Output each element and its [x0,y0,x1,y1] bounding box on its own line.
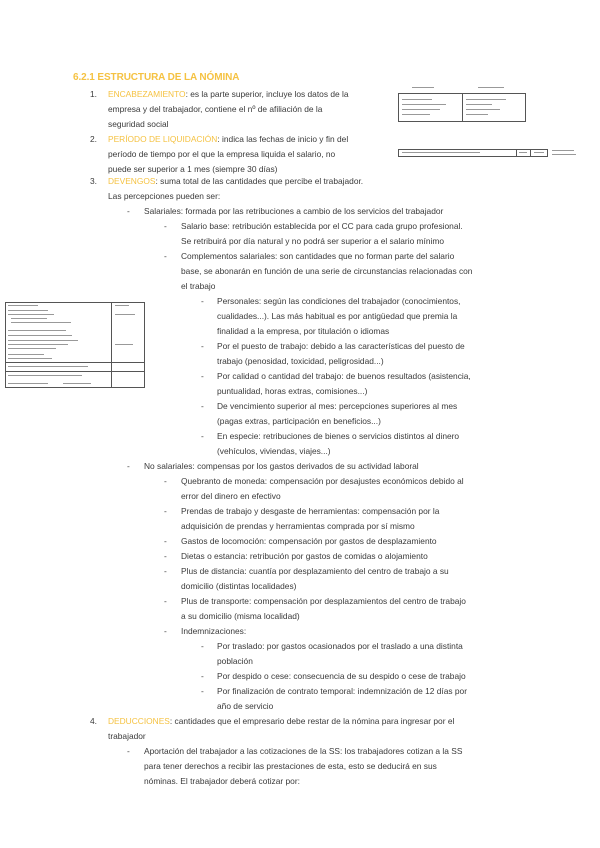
item-2-line-1: PERÍODO DE LIQUIDACIÓN: indica las fechas de inicio y fin del [108,134,349,144]
item-1-line-2: empresa y del trabajador, contiene el nº de afiliación de la [108,104,323,114]
traslado-line-1: Por traslado: por gastos ocasionados por el traslado a una distinta [217,641,463,651]
aportacion-line-2: para tener derechos a recibir las prestaciones de esta, esto se deducirá en sus [144,761,437,771]
bullet-dash: - [201,341,204,351]
term-deducciones: DEDUCCIONES [108,716,170,726]
complementos-line-2: base, se abonarán en función de una serie de circunstancias relacionadas con [181,266,473,276]
personales-line-1: Personales: según las condiciones del trabajador (conocimientos, [217,296,461,306]
aportacion-line-3: nóminas. El trabajador deberá cotizar por: [144,776,300,786]
distancia-line-1: Plus de distancia: cuantía por desplazamiento del centro de trabajo a su [181,566,449,576]
calidad-line-1: Por calidad o cantidad del trabajo: de buenos resultados (asistencia, [217,371,471,381]
bullet-dash: - [164,596,167,606]
item-number: 3. [90,176,97,186]
bullet-dash: - [201,431,204,441]
term-periodo: PERÍODO DE LIQUIDACIÓN [108,134,218,144]
vencimiento-line-2: (pagas extras, participación en beneficios...) [217,416,381,426]
item-3-line-2: Las percepciones pueden ser: [108,191,221,201]
payslip-header-thumbnail [398,85,526,123]
salariales-intro: Salariales: formada por las retribuciones a cambio de los servicios del trabajador [144,206,444,216]
aportacion-line-1: Aportación del trabajador a las cotizaciones de la SS: los trabajadores cotizan a la SS [144,746,463,756]
bullet-dash: - [201,371,204,381]
bullet-dash: - [164,566,167,576]
locomocion-line: Gastos de locomoción: compensación por gastos de desplazamiento [181,536,437,546]
finalizacion-line-1: Por finalización de contrato temporal: indemnización de 12 días por [217,686,467,696]
quebranto-line-1: Quebranto de moneda: compensación por desajustes económicos debido al [181,476,464,486]
especie-line-2: (vehículos, viviendas, viajes...) [217,446,331,456]
puesto-line-2: trabajo (penosidad, toxicidad, peligrosidad...) [217,356,384,366]
payslip-period-thumbnail [398,147,578,159]
item-4-line-1: DEDUCCIONES: cantidades que el empresario debe restar de la nómina para ingresar por el [108,716,455,726]
item-2-line-3: puede ser superior a 1 mes (siempre 30 días) [108,164,278,174]
distancia-line-2: domicilio (distintas localidades) [181,581,297,591]
item-number: 1. [90,89,97,99]
item-4-line-2: trabajador [108,731,146,741]
bullet-dash: - [201,641,204,651]
item-1-line-1: ENCABEZAMIENTO: es la parte superior, incluye los datos de la [108,89,349,99]
bullet-dash: - [164,536,167,546]
prendas-line-1: Prendas de trabajo y desgaste de herramientas: compensación por la [181,506,440,516]
prendas-line-2: adquisición de prendas y herramientas comprada por sí mismo [181,521,415,531]
quebranto-line-2: error del dinero en efectivo [181,491,281,501]
finalizacion-line-2: año de servicio [217,701,274,711]
indemnizaciones-line: Indemnizaciones: [181,626,247,636]
bullet-dash: - [164,221,167,231]
vencimiento-line-1: De vencimiento superior al mes: percepciones superiores al mes [217,401,458,411]
salario-base-line-1: Salario base: retribución establecida por el CC para cada grupo profesional. [181,221,463,231]
salario-base-line-2: Se retribuirá por día natural y no podrá ser superior a el salario mínimo [181,236,445,246]
no-salariales-intro: No salariales: compensas por los gastos derivados de su actividad laboral [144,461,419,471]
section-heading: 6.2.1 ESTRUCTURA DE LA NÓMINA [73,72,240,83]
devengos-table-thumbnail [5,302,145,388]
complementos-line-3: el trabajo [181,281,216,291]
traslado-line-2: población [217,656,253,666]
puesto-line-1: Por el puesto de trabajo: debido a las características del puesto de [217,341,465,351]
item-number: 2. [90,134,97,144]
bullet-dash: - [201,296,204,306]
complementos-line-1: Complementos salariales: son cantidades que no forman parte del salario [181,251,455,261]
personales-line-2: cualidades...). Las más habitual es por antigüedad que premia la [217,311,458,321]
item-1-line-3: seguridad social [108,119,169,129]
dietas-line: Dietas o estancia: retribución por gastos de comidas o alojamiento [181,551,428,561]
bullet-dash: - [164,551,167,561]
bullet-dash: - [164,506,167,516]
bullet-dash: - [201,686,204,696]
bullet-dash: - [164,626,167,636]
term-encabezamiento: ENCABEZAMIENTO [108,89,186,99]
bullet-dash: - [127,206,130,216]
term-devengos: DEVENGOS [108,176,156,186]
especie-line-1: En especie: retribuciones de bienes o servicios distintos al dinero [217,431,460,441]
bullet-dash: - [127,461,130,471]
item-2-line-2: período de tiempo por el que la empresa liquida el salario, no [108,149,336,159]
calidad-line-2: puntualidad, horas extras, comisiones...) [217,386,368,396]
bullet-dash: - [201,671,204,681]
transporte-line-2: a su domicilio (misma localidad) [181,611,300,621]
bullet-dash: - [164,251,167,261]
transporte-line-1: Plus de transporte: compensación por desplazamientos del centro de trabajo [181,596,466,606]
bullet-dash: - [127,746,130,756]
item-3-line-1: DEVENGOS: suma total de las cantidades que percibe el trabajador. [108,176,364,186]
personales-line-3: finalidad a la empresa, por titulación o idiomas [217,326,390,336]
item-number: 4. [90,716,97,726]
despido-line: Por despido o cese: consecuencia de su despido o cese de trabajo [217,671,466,681]
bullet-dash: - [201,401,204,411]
bullet-dash: - [164,476,167,486]
